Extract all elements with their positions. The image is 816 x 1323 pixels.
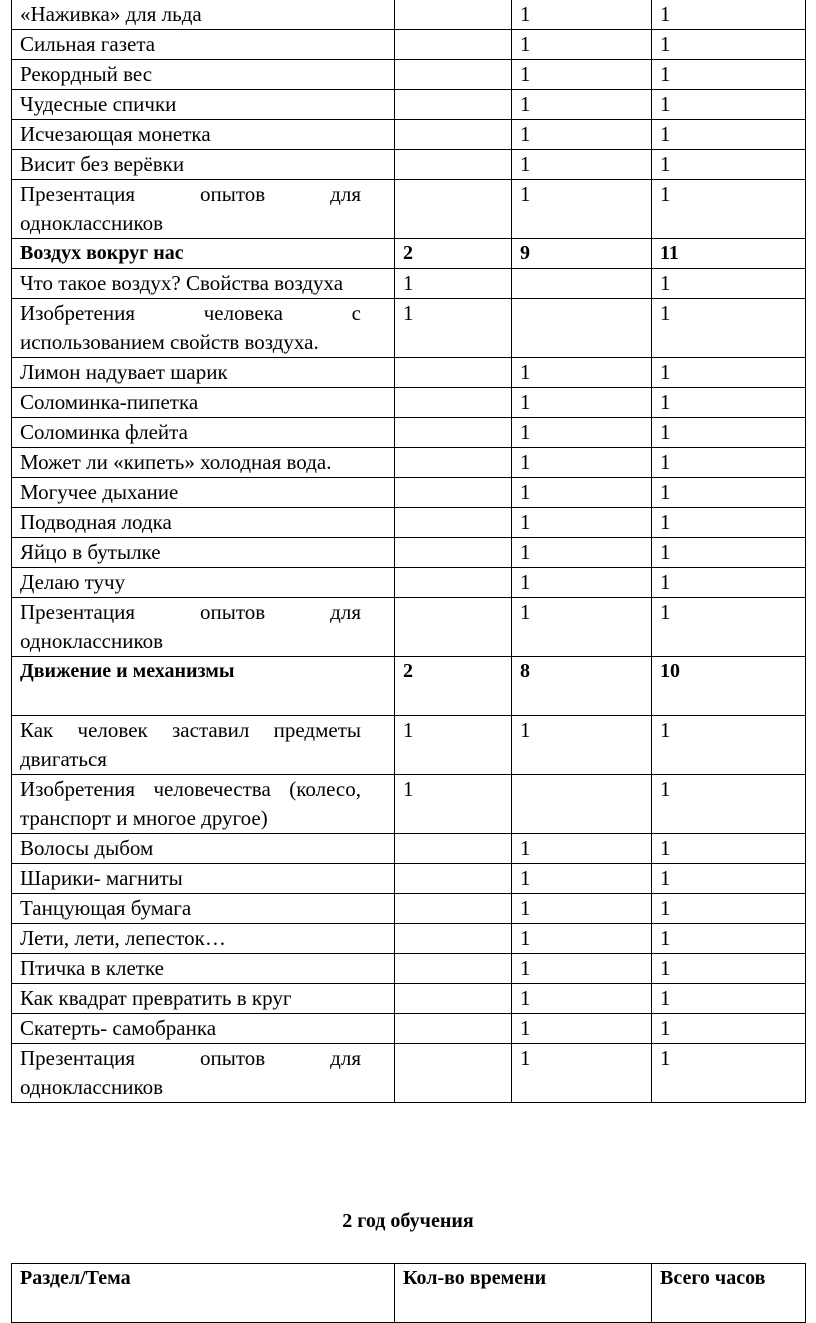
practice-cell: 8 xyxy=(512,657,652,716)
theory-cell xyxy=(395,1044,512,1103)
theory-cell xyxy=(395,418,512,448)
table-row xyxy=(12,716,806,775)
total-cell: 1 xyxy=(652,388,806,418)
practice-cell: 1 xyxy=(512,90,652,120)
table-row xyxy=(12,418,806,448)
topic-cell: «Наживка» для льда xyxy=(12,0,395,30)
practice-cell: 1 xyxy=(512,1014,652,1044)
table-row xyxy=(12,984,806,1014)
theory-cell xyxy=(395,954,512,984)
theory-cell: 1 xyxy=(395,775,512,834)
topic-cell: Презентация опытов для одноклассников xyxy=(12,1044,395,1103)
topic-cell: Изобретения человечества (колесо, транспорт и многое другое) xyxy=(12,775,395,834)
topic-cell: Птичка в клетке xyxy=(12,954,395,984)
total-cell: 1 xyxy=(652,568,806,598)
practice-cell: 1 xyxy=(512,388,652,418)
topic-cell: Чудесные спички xyxy=(12,90,395,120)
table-row xyxy=(12,775,806,834)
topic-cell: Яйцо в бутылке xyxy=(12,538,395,568)
table-row xyxy=(12,1014,806,1044)
table-row xyxy=(12,1044,806,1103)
practice-cell: 1 xyxy=(512,834,652,864)
total-cell: 1 xyxy=(652,418,806,448)
table-row xyxy=(12,0,806,30)
total-cell: 11 xyxy=(652,239,806,269)
table-row xyxy=(12,60,806,90)
table-row xyxy=(12,150,806,180)
table-row xyxy=(12,448,806,478)
theory-cell xyxy=(395,568,512,598)
topic-cell: Делаю тучу xyxy=(12,568,395,598)
table-row xyxy=(12,924,806,954)
topic-cell: Движение и механизмы xyxy=(12,657,395,716)
theory-cell: 2 xyxy=(395,657,512,716)
practice-cell: 1 xyxy=(512,954,652,984)
theory-cell xyxy=(395,150,512,180)
theory-cell: 1 xyxy=(395,299,512,358)
topic-cell: Висит без верёвки xyxy=(12,150,395,180)
topic-cell: Соломинка флейта xyxy=(12,418,395,448)
practice-cell: 1 xyxy=(512,598,652,657)
table-row xyxy=(12,894,806,924)
topic-cell: Воздух вокруг нас xyxy=(12,239,395,269)
curriculum-table xyxy=(11,0,806,1103)
theory-cell xyxy=(395,508,512,538)
practice-cell: 1 xyxy=(512,180,652,239)
topic-cell: Как квадрат превратить в круг xyxy=(12,984,395,1014)
theory-cell: 2 xyxy=(395,239,512,269)
theory-cell xyxy=(395,1014,512,1044)
total-cell: 1 xyxy=(652,150,806,180)
table-row xyxy=(12,598,806,657)
total-cell: 1 xyxy=(652,894,806,924)
theory-cell xyxy=(395,598,512,657)
theory-cell xyxy=(395,120,512,150)
topic-cell: Подводная лодка xyxy=(12,508,395,538)
total-cell: 1 xyxy=(652,598,806,657)
table-row xyxy=(12,568,806,598)
practice-cell: 1 xyxy=(512,0,652,30)
practice-cell: 1 xyxy=(512,924,652,954)
total-cell: 1 xyxy=(652,120,806,150)
table-row xyxy=(12,478,806,508)
theory-cell xyxy=(395,478,512,508)
practice-cell: 1 xyxy=(512,984,652,1014)
theory-cell xyxy=(395,30,512,60)
topic-cell: Скатерть- самобранка xyxy=(12,1014,395,1044)
header-topic: Раздел/Тема xyxy=(12,1264,395,1323)
total-cell: 1 xyxy=(652,90,806,120)
topic-cell: Могучее дыхание xyxy=(12,478,395,508)
table-row xyxy=(12,180,806,239)
total-cell: 1 xyxy=(652,0,806,30)
topic-cell: Лимон надувает шарик xyxy=(12,358,395,388)
table-row xyxy=(12,538,806,568)
year2-header-row xyxy=(12,1264,806,1323)
table-row xyxy=(12,864,806,894)
theory-cell xyxy=(395,448,512,478)
total-cell: 1 xyxy=(652,954,806,984)
theory-cell xyxy=(395,180,512,239)
practice-cell: 9 xyxy=(512,239,652,269)
topic-cell: Может ли «кипеть» холодная вода. xyxy=(12,448,395,478)
table-row xyxy=(12,120,806,150)
section-row xyxy=(12,657,806,716)
year2-heading: 2 год обучения xyxy=(342,1210,474,1232)
total-cell: 1 xyxy=(652,864,806,894)
practice-cell xyxy=(512,775,652,834)
total-cell: 1 xyxy=(652,478,806,508)
theory-cell xyxy=(395,864,512,894)
total-cell: 1 xyxy=(652,60,806,90)
theory-cell xyxy=(395,984,512,1014)
total-cell: 1 xyxy=(652,1044,806,1103)
total-cell: 1 xyxy=(652,984,806,1014)
total-cell: 1 xyxy=(652,269,806,299)
theory-cell xyxy=(395,388,512,418)
practice-cell: 1 xyxy=(512,478,652,508)
total-cell: 1 xyxy=(652,30,806,60)
practice-cell: 1 xyxy=(512,894,652,924)
total-cell: 1 xyxy=(652,508,806,538)
practice-cell: 1 xyxy=(512,418,652,448)
theory-cell xyxy=(395,538,512,568)
theory-cell xyxy=(395,834,512,864)
practice-cell: 1 xyxy=(512,508,652,538)
topic-cell: Шарики- магниты xyxy=(12,864,395,894)
topic-cell: Волосы дыбом xyxy=(12,834,395,864)
topic-cell: Что такое воздух? Свойства воздуха xyxy=(12,269,395,299)
total-cell: 1 xyxy=(652,538,806,568)
practice-cell: 1 xyxy=(512,448,652,478)
total-cell: 1 xyxy=(652,180,806,239)
practice-cell: 1 xyxy=(512,538,652,568)
practice-cell: 1 xyxy=(512,568,652,598)
theory-cell xyxy=(395,0,512,30)
total-cell: 1 xyxy=(652,716,806,775)
practice-cell: 1 xyxy=(512,120,652,150)
topic-cell: Рекордный вес xyxy=(12,60,395,90)
theory-cell xyxy=(395,894,512,924)
topic-cell: Танцующая бумага xyxy=(12,894,395,924)
practice-cell: 1 xyxy=(512,150,652,180)
section-row xyxy=(12,239,806,269)
total-cell: 1 xyxy=(652,299,806,358)
year2-table xyxy=(11,1263,806,1323)
total-cell: 1 xyxy=(652,834,806,864)
table-row xyxy=(12,90,806,120)
topic-cell: Сильная газета xyxy=(12,30,395,60)
total-cell: 1 xyxy=(652,775,806,834)
practice-cell: 1 xyxy=(512,1044,652,1103)
topic-cell: Соломинка-пипетка xyxy=(12,388,395,418)
topic-cell: Как человек заставил предметы двигаться xyxy=(12,716,395,775)
table-row xyxy=(12,834,806,864)
practice-cell: 1 xyxy=(512,30,652,60)
curriculum-table-body xyxy=(12,0,806,1103)
header-total: Всего часов xyxy=(652,1264,806,1323)
topic-cell: Презентация опытов для одноклассников xyxy=(12,598,395,657)
total-cell: 1 xyxy=(652,358,806,388)
practice-cell xyxy=(512,269,652,299)
topic-cell: Лети, лети, лепесток… xyxy=(12,924,395,954)
topic-cell: Исчезающая монетка xyxy=(12,120,395,150)
table-row xyxy=(12,388,806,418)
practice-cell xyxy=(512,299,652,358)
topic-cell: Презентация опытов для одноклассников xyxy=(12,180,395,239)
total-cell: 1 xyxy=(652,1014,806,1044)
table-row xyxy=(12,299,806,358)
topic-cell: Изобретения человека с использованием свойств воздуха. xyxy=(12,299,395,358)
practice-cell: 1 xyxy=(512,358,652,388)
theory-cell xyxy=(395,924,512,954)
total-cell: 10 xyxy=(652,657,806,716)
theory-cell xyxy=(395,358,512,388)
practice-cell: 1 xyxy=(512,716,652,775)
theory-cell xyxy=(395,60,512,90)
table-row xyxy=(12,508,806,538)
total-cell: 1 xyxy=(652,448,806,478)
total-cell: 1 xyxy=(652,924,806,954)
theory-cell xyxy=(395,90,512,120)
table-row xyxy=(12,954,806,984)
table-row xyxy=(12,30,806,60)
theory-cell: 1 xyxy=(395,716,512,775)
table-row xyxy=(12,269,806,299)
table-row xyxy=(12,358,806,388)
theory-cell: 1 xyxy=(395,269,512,299)
header-time: Кол-во времени xyxy=(395,1264,652,1323)
practice-cell: 1 xyxy=(512,864,652,894)
practice-cell: 1 xyxy=(512,60,652,90)
